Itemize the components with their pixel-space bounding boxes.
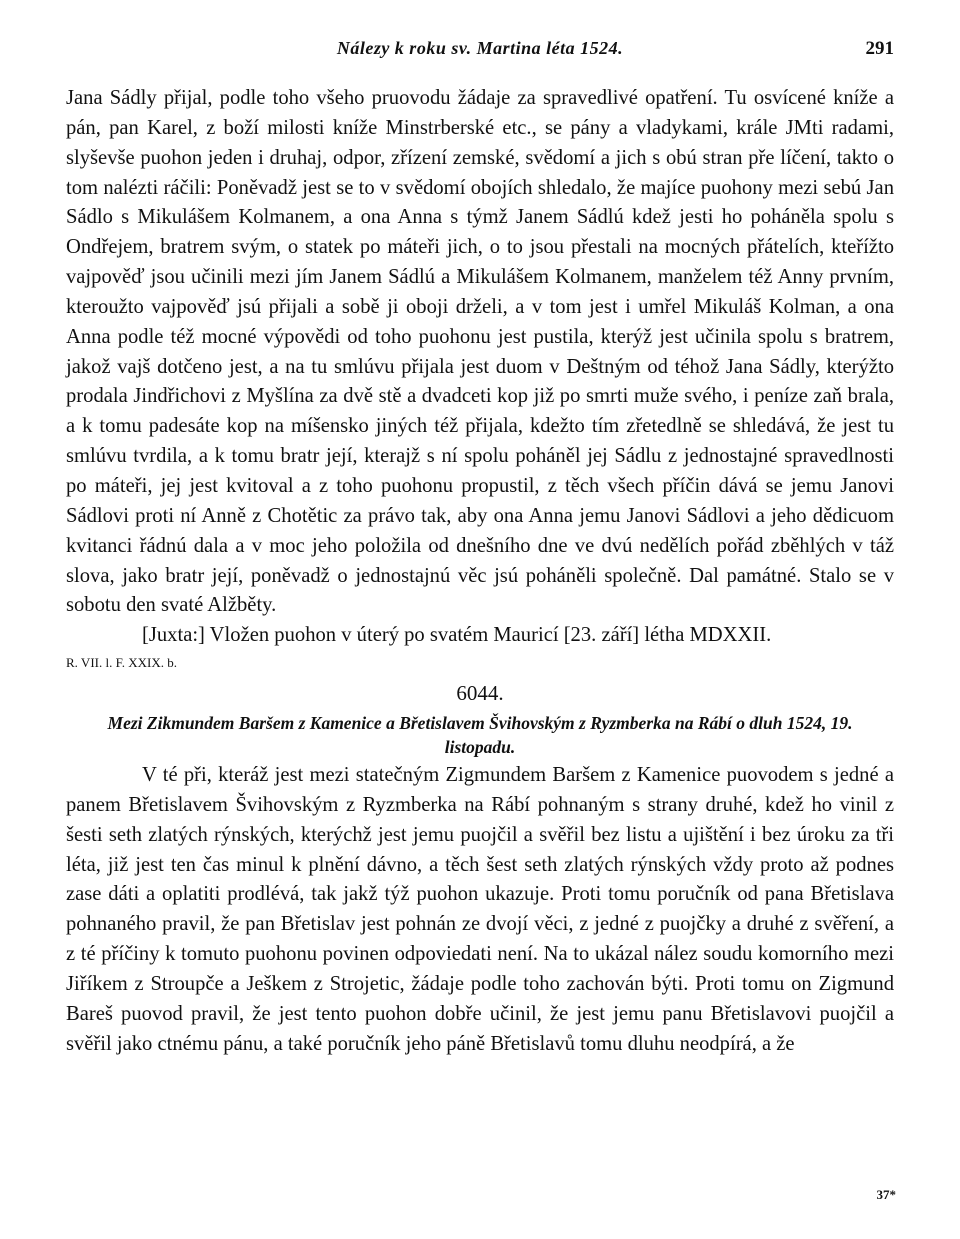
body-text: [66, 84, 894, 1059]
signature-mark: 37*: [876, 1187, 896, 1202]
document-text: V té při, kteráž jest mezi statečným Zigmundem Baršem z Kamenice puovodem s jedné a panem Břetislavem Švihovským z Ryzmberka na Rábí pohnaným s strany druhé, kdež ho vinil z šesti seth zlatých rýnských, kterýchž jest jemu puojčil a svěřil bez listu a ujištění i bez úroku za tři léta, již jest ten čas minul k plnění dávno, a těch šest seth zlatých rýnských vždy proto až podnes zase dáti a oplatiti prodlévá, tak jakž týž puohon ukazuje. Proti tomu poručník od pana Břetislava pohnaného pravil, že pan Břetislav jest pohnán ze dvojí věci, z jedné z puojčky a druhé z svěření, a z té příčiny k tomuto puohonu povinen odpoviedati není. Na to ukázal nález soudu komorního mezi Jiříkem z Stroupče a Ješkem z Strojetic, žádaje podle toho zachován býti. Proti tomu on Zigmund Bareš puovod pravil, že jest tento puohon dobře učinil, že jest jemu panu Břetislavovi puojčil a svěřil jako ctnému pánu, a také poručník jeho páně Břetislavů tomu dluhu neodpírá, a že: [66, 764, 894, 1055]
page-header: [66, 38, 894, 68]
document-number: 6044.: [456, 681, 504, 706]
archival-reference: R. VII. l. F. XXIX. b.: [66, 655, 178, 671]
running-title: Nálezy k roku sv. Martina léta 1524.: [336, 38, 624, 58]
juxta-note: [Juxta:] Vložen puohon v úterý po svatém Mauricí [23. září] létha MDXXII.: [142, 624, 772, 647]
page-number: 291: [865, 38, 894, 59]
continuation-paragraph: Jana Sádly přijal, podle toho všeho pruovodu žádaje za spravedlivé opatření. Tu osvícené kníže a pán, pan Karel, z boží milosti kníže Minstrberské etc., se pány a vladykami, krále JMti radami, slyševše puohon jeden i druhaj, odpor, zřízení zemské, svědomí a jich s obú stran pře líčení, takto o tom nalézti ráčili: Poněvadž jest se to v svědomí obojích shledalo, že majíce puohony mezi sebú Jan Sádlo s Mikulášem Kolmanem, a ona Anna s týmž Janem Sádlú kdež jesti ho poháněla spolu s Ondřejem, bratrem svým, o statek po máteři jich, o to jsou přestali na mocných přátelích, kteřížto vajpověď jsou učinili mezi jím Janem Sádlú a Mikulášem Kolmanem, manželem též Anny prvním, kteroužto vajpověď jsú přijali a sobě ji oboji drželi, a v tom jest i umřel Mikuláš Kolman, a ona Anna podle též mocné výpovědi od toho puohonu jest pustila, kterýž jest učinila spolu s bratrem, jakož vajš dotčeno jest, a na tu smlúvu přijala jest duom v Deštným od téhož Jana Sádly, kterýžto prodala Jindřichovi z Myšlína za dvě stě a dvadceti kop již po smrti muže svého, i peníze zaň brala, a k tomu padesáte kop na míšensko jiných též přijala, kdežto tím zřetedlně se shledává, že jest tu smlúvu tvrdila, a k tomu bratr její, kterajž s ní spolu poháněl jej Sádlu z jednostajné spravedlnosti po máteři, jej jest kvitoval a z toho puohonu propustil, z těch všech příčin dává se jemu Janovi Sádlovi proti ní Anně z Chotětic za právo tak, aby ona Anna jemu Janovi Sádlovi a jeho dědicuom kvitanci řádnú dala a v moc jeho položila od dnešního dne ve dvú nedělích pořád zběhlých v táž slova, jako bratr její, poněvadž o jednostajnú věc jsú poháněli společně. Dal památné. Stalo se v sobotu den svaté Alžběty.: [66, 87, 894, 617]
document-regest: Mezi Zikmundem Baršem z Kamenice a Břetislavem Švihovským z Ryzmberka na Rábí o dluh 1524, 19. listopadu.: [107, 713, 853, 758]
